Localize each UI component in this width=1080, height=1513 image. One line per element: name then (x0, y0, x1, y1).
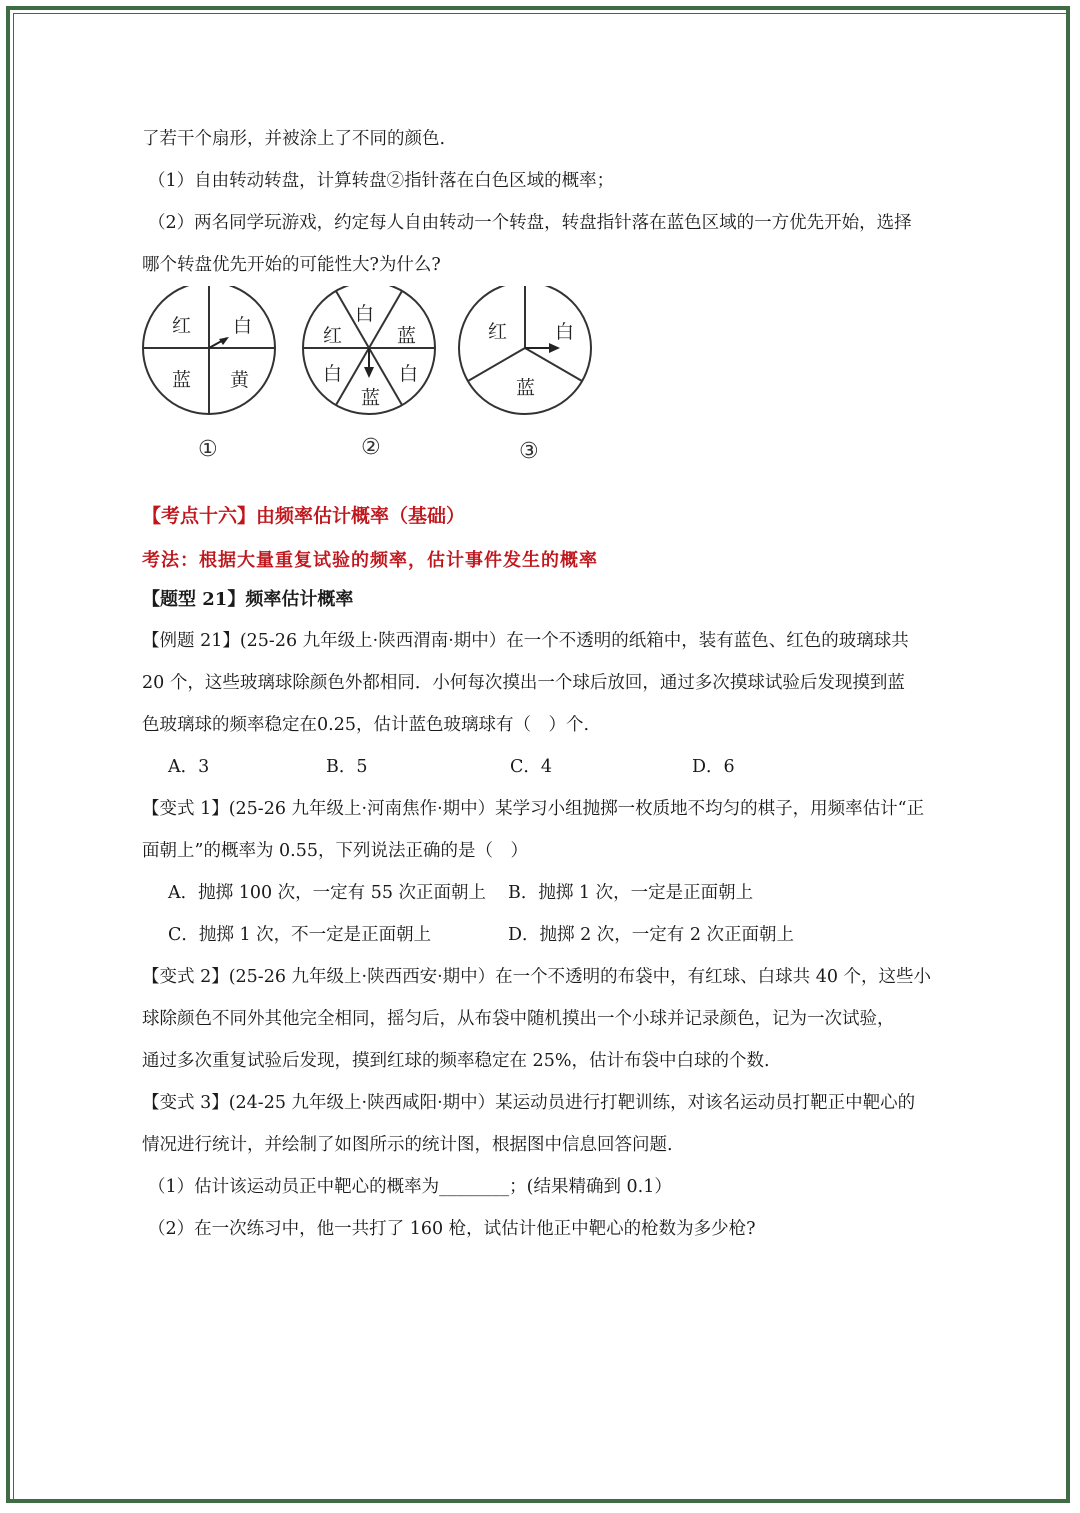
variant3-question-1: （1）估计该运动员正中靶心的概率为________；(结果精确到 0.1） (148, 1177, 672, 1197)
example-line-2: 20 个，这些玻璃球除颜色外都相同．小何每次摸出一个球后放回，通过多次摸球试验后发现摸到蓝 (142, 673, 905, 693)
variant1-line-2: 面朝上”的概率为 0.55，下列说法正确的是（ ） (142, 841, 528, 861)
choice-b: B．5 (326, 757, 368, 777)
variant1-choices-row-1 (142, 872, 942, 914)
variant1-line-1: 【变式 1】(25-26 九年级上·河南焦作·期中）某学习小组抛掷一枚质地不均匀的棋子，用频率估计“正 (142, 799, 925, 819)
variant2-line-2: 球除颜色不同外其他完全相同，摇匀后，从布袋中随机摸出一个小球并记录颜色，记为一次试验， (142, 1009, 895, 1029)
intro-line: 了若干个扇形，并被涂上了不同的颜色. (142, 129, 446, 149)
variant1-choices-row-2 (142, 914, 942, 956)
spinner-1-label: ① (198, 437, 218, 462)
question-2b: 哪个转盘优先开始的可能性大?为什么? (142, 255, 441, 275)
spinner-2-sector-3: 蓝 (397, 325, 417, 347)
choice-a: A．3 (168, 757, 210, 777)
variant3-line-2: 情况进行统计，并绘制了如图所示的统计图，根据图中信息回答问题. (142, 1135, 673, 1155)
spinner-figures (142, 286, 942, 484)
spinner-3-sector-1: 红 (488, 321, 508, 343)
spinner-1-sector-4: 黄 (230, 369, 250, 391)
document-content (142, 118, 942, 1250)
variant2-line-3: 通过多次重复试验后发现，摸到红球的频率稳定在 25%，估计布袋中白球的个数. (142, 1051, 770, 1071)
spinner-1 (143, 286, 275, 462)
example-line-3: 色玻璃球的频率稳定在0.25，估计蓝色玻璃球有（ ）个. (142, 715, 590, 735)
spinner-3-sector-3: 蓝 (516, 377, 536, 399)
question-2a: （2）两名同学玩游戏，约定每人自由转动一个转盘，转盘指针落在蓝色区域的一方优先开始，选择 (148, 213, 912, 233)
variant1-choice-c: C．抛掷 1 次，不一定是正面朝上 (168, 925, 432, 945)
example-choices (142, 746, 942, 788)
variant1-choice-b: B．抛掷 1 次，一定是正面朝上 (508, 883, 754, 903)
section-title: 【考点十六】由频率估计概率（基础） (142, 505, 466, 527)
variant3-line-1: 【变式 3】(24-25 九年级上·陕西咸阳·期中）某运动员进行打靶训练，对该名运动员打靶正中靶心的 (142, 1093, 916, 1113)
spinner-2-sector-6: 蓝 (361, 387, 381, 409)
spinner-1-sector-1: 红 (172, 315, 192, 337)
spinner-1-sector-3: 蓝 (172, 369, 192, 391)
spinner-2-sector-1: 白 (355, 303, 375, 325)
spinner-3-label: ③ (519, 439, 539, 464)
question-type: 【题型 21】频率估计概率 (142, 589, 354, 610)
example-line-1: 【例题 21】(25-26 九年级上·陕西渭南·期中）在一个不透明的纸箱中，装有蓝色、红色的玻璃球共 (142, 631, 909, 651)
spinner-2-sector-5: 白 (399, 363, 419, 385)
spinner-3 (459, 286, 591, 464)
choice-c: C．4 (510, 757, 553, 777)
question-1: （1）自由转动转盘，计算转盘②指针落在白色区域的概率； (148, 171, 615, 191)
spinner-2-label: ② (361, 435, 381, 460)
spinner-2-sector-4: 白 (323, 363, 343, 385)
spinner-1-sector-2: 白 (233, 315, 253, 337)
method-line: 考法：根据大量重复试验的频率，估计事件发生的概率 (142, 550, 598, 571)
variant3-question-2: （2）在一次练习中，他一共打了 160 枪，试估计他正中靶心的枪数为多少枪? (148, 1219, 756, 1239)
spinner-3-sector-2: 白 (555, 321, 575, 343)
variant1-choice-d: D．抛掷 2 次，一定有 2 次正面朝上 (508, 925, 795, 945)
variant1-choice-a: A．抛掷 100 次，一定有 55 次正面朝上 (168, 883, 487, 903)
spinner-2-sector-2: 红 (323, 325, 343, 347)
variant2-line-1: 【变式 2】(25-26 九年级上·陕西西安·期中）在一个不透明的布袋中，有红球、白球共 40 个，这些小 (142, 967, 932, 987)
spinner-diagram (142, 286, 602, 484)
spinner-2 (303, 286, 435, 460)
choice-d: D．6 (692, 757, 735, 777)
